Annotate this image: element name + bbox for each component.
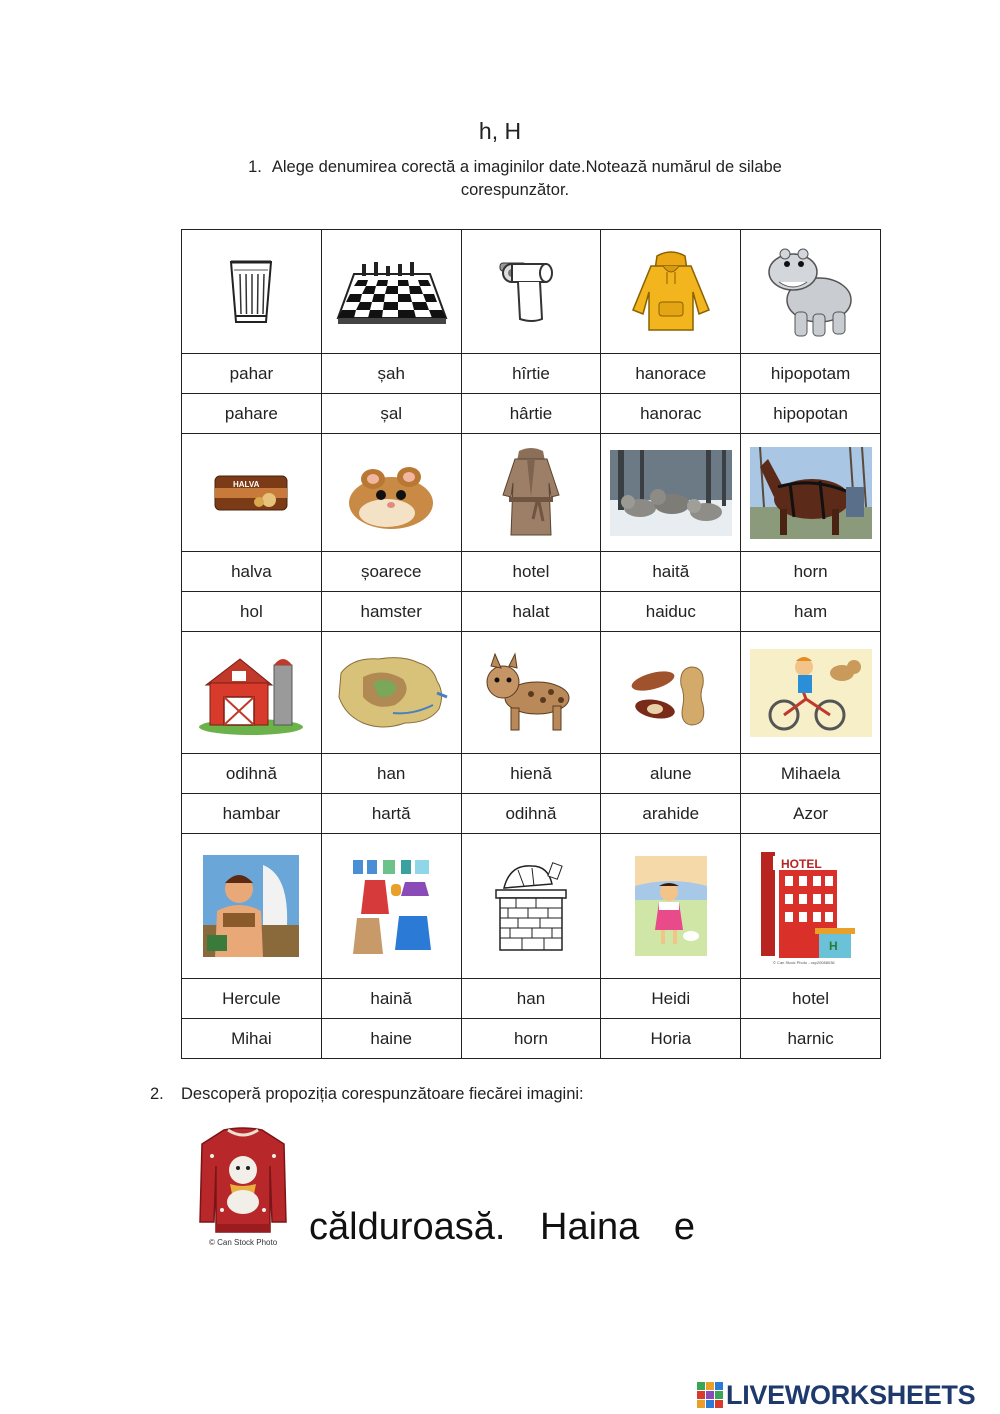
- word-option[interactable]: odihnă: [182, 754, 322, 794]
- hercules-icon: [203, 855, 299, 957]
- wolf-pack-photo: [610, 450, 732, 536]
- word-option[interactable]: pahare: [182, 394, 322, 434]
- toilet-paper-icon: [498, 257, 564, 327]
- halva-bar-icon: [211, 468, 291, 518]
- word-option[interactable]: Heidi: [601, 979, 741, 1019]
- word-option[interactable]: Hercule: [182, 979, 322, 1019]
- halva-label: HALVA: [233, 479, 260, 489]
- sweater-icon: [198, 1126, 288, 1250]
- word-option[interactable]: haiduc: [601, 592, 741, 632]
- boy-bike-dog-icon: [750, 649, 872, 737]
- hyena-icon: [481, 652, 581, 734]
- image-cell: [321, 834, 461, 979]
- option-row: [182, 1019, 881, 1059]
- liveworksheets-logo-icon: [697, 1382, 723, 1408]
- hamster-icon: [343, 451, 439, 535]
- hotel-watermark: © Can Stock Photo - csp20088036: [772, 960, 835, 965]
- option-row: [182, 592, 881, 632]
- word-option[interactable]: hienă: [461, 754, 601, 794]
- instruction-1-text: Alege denumirea corectă a imaginilor date.Notează numărul de silabe corespunzător.: [271, 158, 782, 199]
- word-option[interactable]: ham: [741, 592, 881, 632]
- word-option[interactable]: halat: [461, 592, 601, 632]
- liveworksheets-brand[interactable]: [697, 1378, 975, 1412]
- option-row: [182, 552, 881, 592]
- page-title: h, H: [478, 118, 522, 144]
- image-cell: [321, 632, 461, 754]
- image-cell: [601, 230, 741, 354]
- sentence-word[interactable]: e: [673, 1206, 696, 1248]
- word-option[interactable]: hîrtie: [461, 354, 601, 394]
- word-option[interactable]: odihnă: [461, 794, 601, 834]
- word-option[interactable]: Azor: [741, 794, 881, 834]
- word-option[interactable]: haină: [321, 979, 461, 1019]
- hippo-icon: [765, 242, 857, 342]
- word-option[interactable]: halva: [182, 552, 322, 592]
- hotel-building-icon: [759, 846, 863, 966]
- word-option[interactable]: hanorace: [601, 354, 741, 394]
- image-cell: [321, 434, 461, 552]
- image-cell: [741, 230, 881, 354]
- sentence-word[interactable]: Haina: [540, 1206, 640, 1248]
- image-cell: [182, 230, 322, 354]
- word-option[interactable]: arahide: [601, 794, 741, 834]
- image-row: [182, 632, 881, 754]
- brand-text: LIVEWORKSHEETS: [726, 1379, 976, 1410]
- word-option[interactable]: horn: [741, 552, 881, 592]
- word-option[interactable]: pahar: [182, 354, 322, 394]
- image-row: [182, 434, 881, 552]
- option-row: [182, 354, 881, 394]
- image-cell: [741, 834, 881, 979]
- bathrobe-icon: [499, 447, 563, 539]
- image-cell: [321, 230, 461, 354]
- instruction-2-number: 2.: [150, 1085, 164, 1103]
- word-option[interactable]: hartă: [321, 794, 461, 834]
- hotel-sign: HOTEL: [780, 857, 822, 871]
- option-row: [182, 394, 881, 434]
- worksheet-table: [181, 229, 881, 1059]
- romania-map-icon: [333, 653, 449, 733]
- word-option[interactable]: Horia: [601, 1019, 741, 1059]
- word-option[interactable]: hanorac: [601, 394, 741, 434]
- word-option[interactable]: hotel: [461, 552, 601, 592]
- instruction-1: [200, 156, 830, 202]
- image-cell: [461, 834, 601, 979]
- heidi-icon: [635, 856, 707, 956]
- image-cell: [182, 834, 322, 979]
- instruction-2-text: Descoperă propoziția corespunzătoare fiecărei imagini:: [181, 1085, 584, 1103]
- word-option[interactable]: hârtie: [461, 394, 601, 434]
- chessboard-icon: [332, 252, 450, 332]
- sentence-word[interactable]: călduroasă.: [309, 1206, 506, 1248]
- image-cell: [182, 632, 322, 754]
- word-option[interactable]: horn: [461, 1019, 601, 1059]
- clothes-icon: [349, 856, 433, 956]
- word-option[interactable]: haită: [601, 552, 741, 592]
- image-cell: [461, 434, 601, 552]
- option-row: [182, 979, 881, 1019]
- word-option[interactable]: haine: [321, 1019, 461, 1059]
- peanuts-icon: [623, 653, 719, 733]
- image-cell: [182, 434, 322, 552]
- image-row: [182, 834, 881, 979]
- scrambled-sentence: [309, 1206, 709, 1249]
- image-cell: [601, 434, 741, 552]
- word-option[interactable]: șoarece: [321, 552, 461, 592]
- word-option[interactable]: han: [461, 979, 601, 1019]
- instruction-2: [150, 1085, 584, 1104]
- horse-harness-photo: [750, 447, 872, 539]
- word-option[interactable]: șal: [321, 394, 461, 434]
- glass-icon: [226, 256, 276, 328]
- chimney-icon: [488, 856, 574, 956]
- word-option[interactable]: han: [321, 754, 461, 794]
- image-cell: [461, 632, 601, 754]
- option-row: [182, 754, 881, 794]
- word-option[interactable]: Mihai: [182, 1019, 322, 1059]
- hotel-door-letter: H: [828, 939, 838, 953]
- word-option[interactable]: hambar: [182, 794, 322, 834]
- image-cell: [741, 632, 881, 754]
- image-cell: [741, 434, 881, 552]
- word-option[interactable]: alune: [601, 754, 741, 794]
- word-option[interactable]: hotel: [741, 979, 881, 1019]
- image-cell: [601, 834, 741, 979]
- word-option[interactable]: șah: [321, 354, 461, 394]
- image-cell: [461, 230, 601, 354]
- word-option[interactable]: hol: [182, 592, 322, 632]
- word-option[interactable]: hamster: [321, 592, 461, 632]
- barn-icon: [196, 651, 306, 735]
- hoodie-icon: [627, 248, 715, 336]
- word-option[interactable]: harnic: [741, 1019, 881, 1059]
- word-option[interactable]: Mihaela: [741, 754, 881, 794]
- instruction-1-number: 1.: [248, 158, 262, 176]
- option-row: [182, 794, 881, 834]
- word-option[interactable]: hipopotan: [741, 394, 881, 434]
- word-option[interactable]: hipopotam: [741, 354, 881, 394]
- image-cell: [601, 632, 741, 754]
- sweater-caption: © Can Stock Photo: [209, 1238, 278, 1247]
- image-row: [182, 230, 881, 354]
